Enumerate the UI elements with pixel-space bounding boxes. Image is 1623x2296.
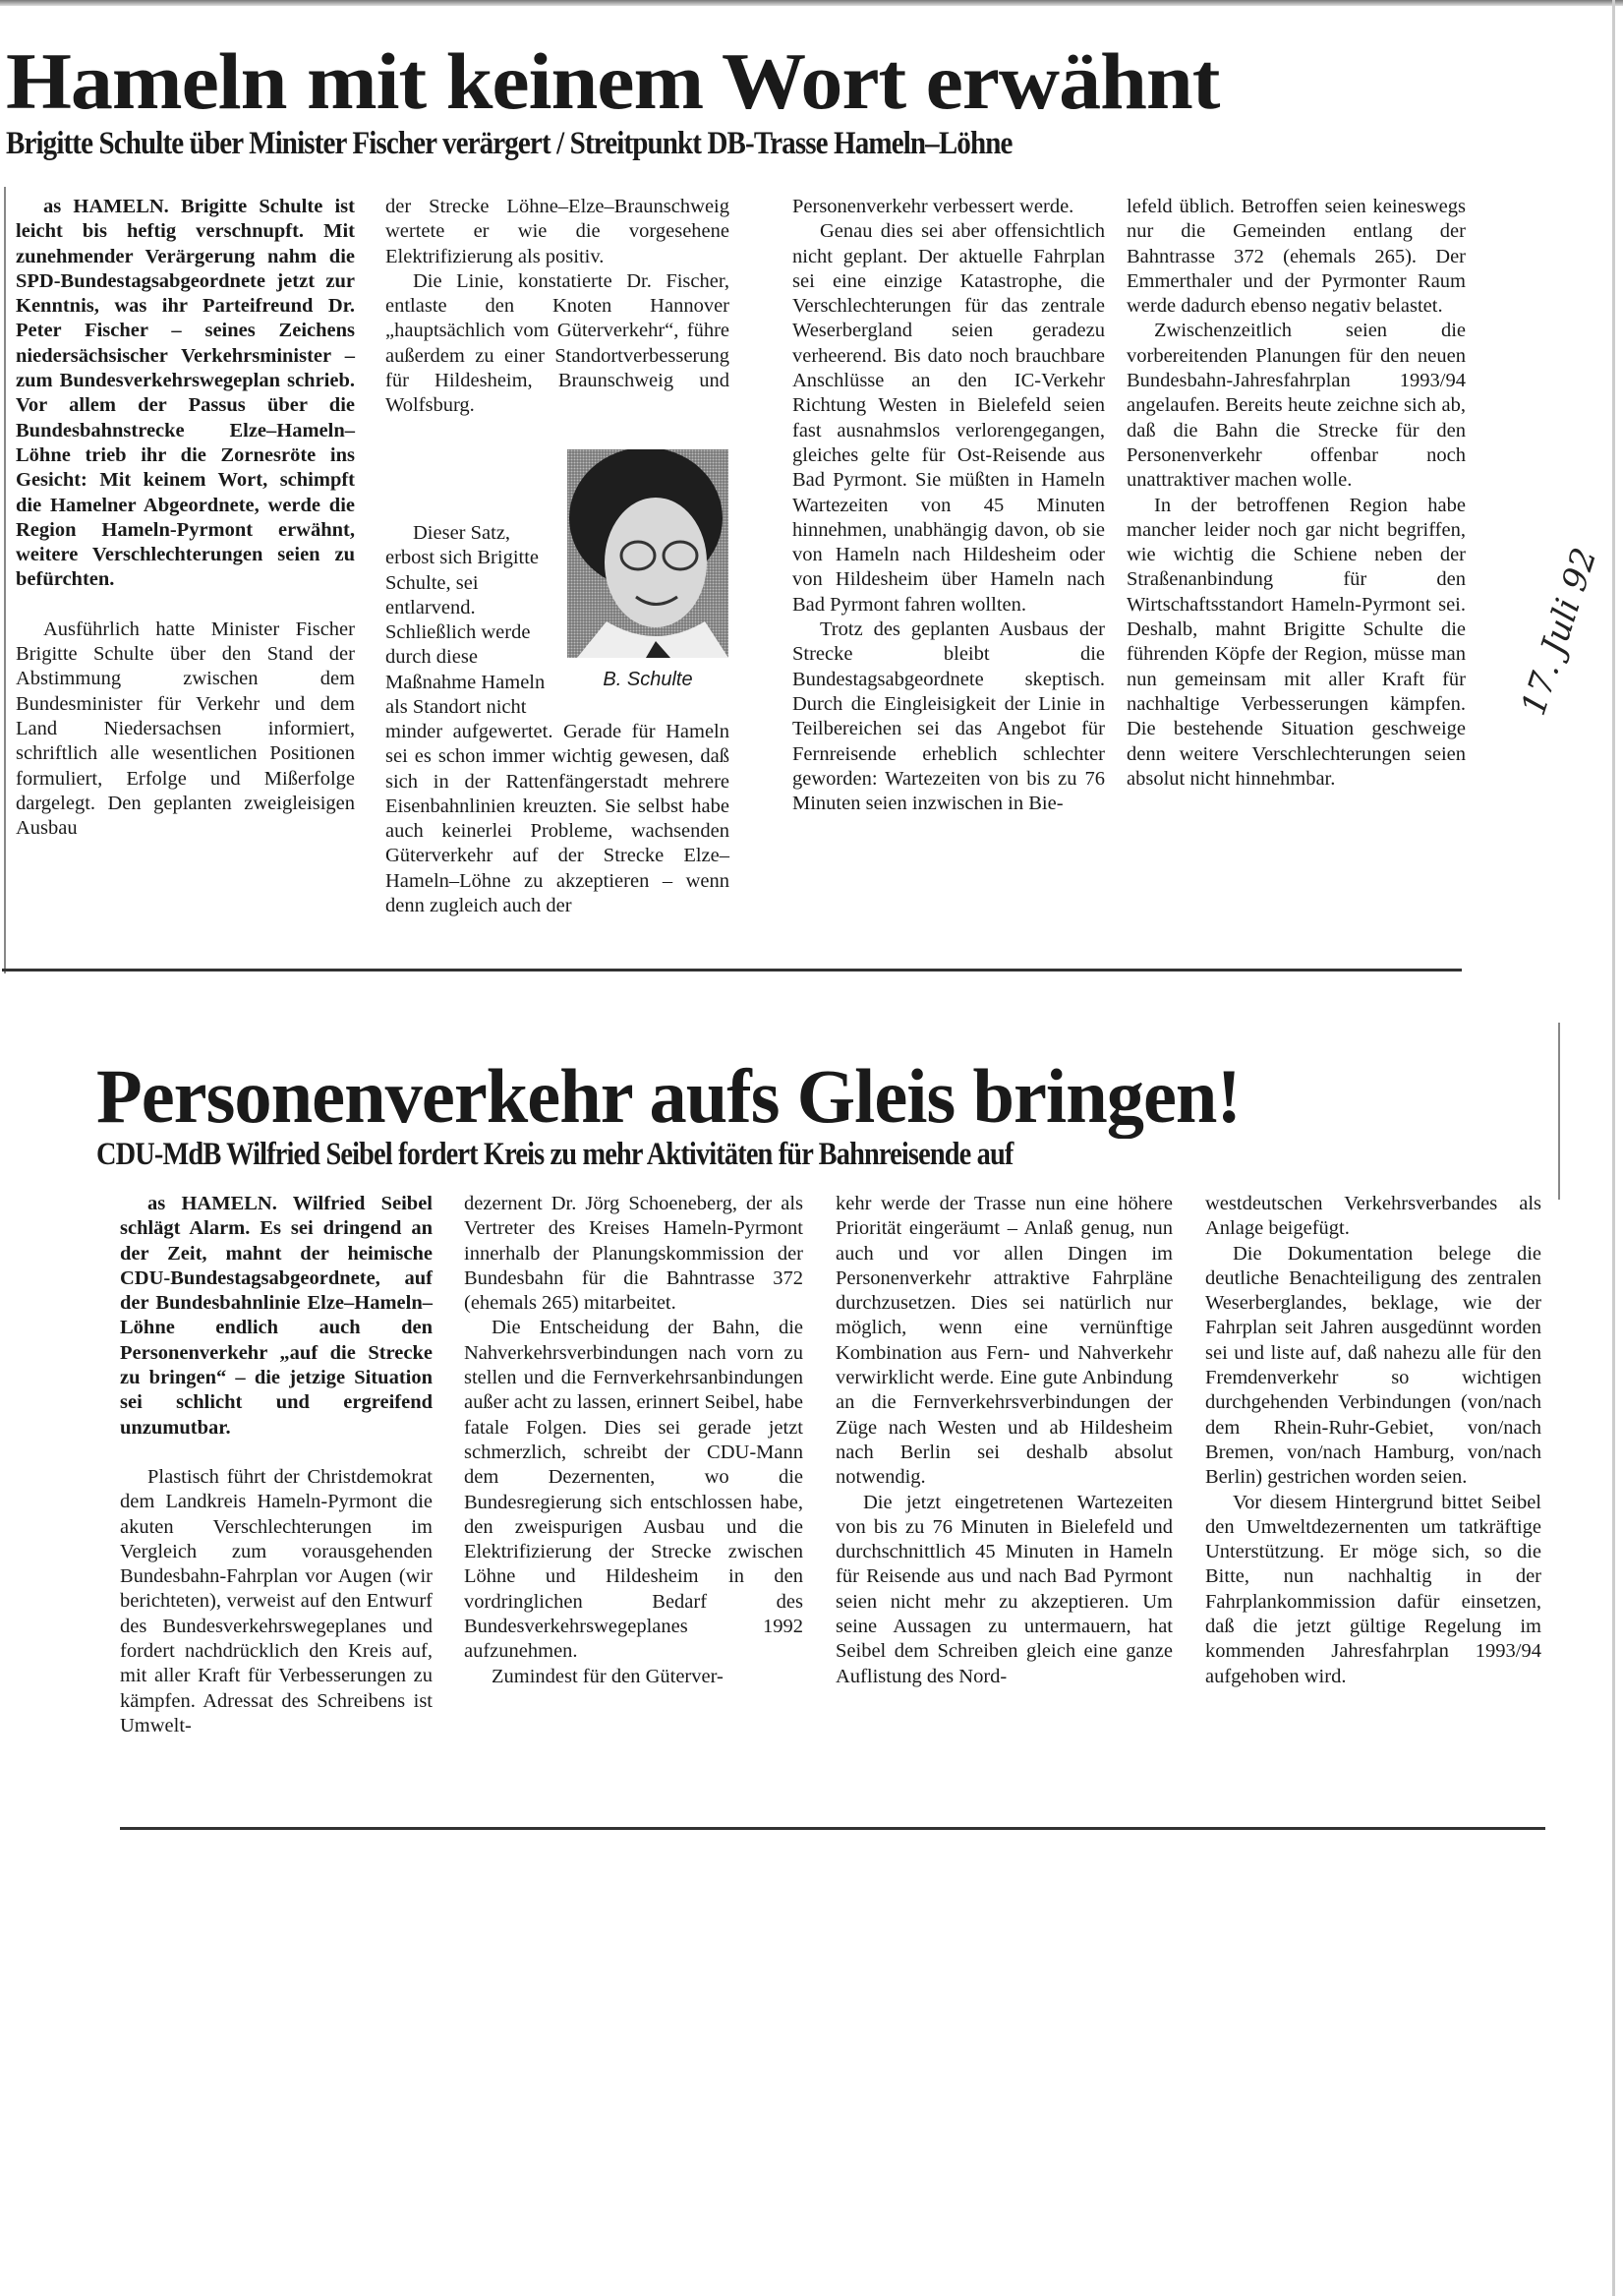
article1-paragraph: In der betroffenen Region habe mancher leider noch gar nicht begriffen, wie wichtig die Schiene neben der Straßenanbindung für den Wirtschaftsstandort Hameln-Pyrmont sei. Deshalb, mahnt Brigitte Schulte die führenden Köpfe der Region, müsse man nun gemeinsam mit aller Kraft für nachhaltige Verbesserungen kämpfen. Die bestehende Situation geschweige denn weitere Verschlechterungen seien absolut nicht hinnehmbar. — [1127, 494, 1466, 790]
article2-paragraph: Vor diesem Hintergrund bittet Seibel den Umweltdezernenten um tatkräftige Unterstützung. Er möge sich, so die Bitte, nun nachhaltig in der Fahrplankommission dafür einsetzen, daß die jetzt gültige Regelung im kommenden Jahresfahrplan 1993/94 aufgehoben wird. — [1205, 1491, 1541, 1687]
article1-paragraph: Personenverkehr verbessert werde. — [792, 196, 1074, 217]
article1-paragraph: der Strecke Löhne–Elze–Braunschweig wertete er wie die vorgesehene Elektrifizierung als positiv. — [385, 196, 729, 267]
article2-paragraph: Zumindest für den Güterver- — [492, 1665, 724, 1687]
article2-headline: Personenverkehr aufs Gleis bringen! — [96, 1053, 1241, 1139]
photo-caption: B. Schulte — [603, 669, 693, 690]
article1-column-3 — [792, 195, 1105, 816]
article2-paragraph: Die jetzt eingetretenen Wartezeiten von bis zu 76 Minuten in Bielefeld und durchschnittlich 45 Minuten in Hameln für Reisende aus und nach Bad Pyrmont seien nicht mehr zu akzeptieren. Um seine Aussagen zu untermauern, hat Seibel dem Schreiben gleich eine ganze Auflistung des Nord- — [836, 1491, 1173, 1687]
article2-lead: as HAMELN. Wilfried Seibel schlägt Alarm. Es sei dringend an der Zeit, mahnt der heimische CDU-Bundestagsabgeordnete, auf der Bundesbahnlinie Elze–Hameln–Löhne endlich auch den Personenverkehr „auf die Strecke zu bringen“ – die jetzige Situation sei schlicht und ergreifend unzumutbar. — [120, 1193, 433, 1439]
article2-bottom-rule — [120, 1827, 1545, 1830]
article1-paragraph: Ausführlich hatte Minister Fischer Brigitte Schulte über den Stand der Abstimmung zwischen dem Bundesminister für Verkehr und dem Land Niedersachsen informiert, schriftlich alle wesentlichen Positionen formuliert, Erfolge und Mißerfolge dargelegt. Den geplanten zweigleisigen Ausbau — [16, 618, 355, 840]
scan-right-edge — [1612, 0, 1615, 2296]
article2-paragraph: Plastisch führt der Christdemokrat dem Landkreis Hameln-Pyrmont die akuten Verschlechterungen im Vergleich zum vorausgehenden Bundesbahn-Fahrplan vor Augen (wir berichteten), verweist auf den Entwurf des Bundesverkehrswegeplanes und fordert nachdrücklich den Kreis auf, mit aller Kraft für Verbesserungen zu kämpfen. Adressat des Schreibens ist Umwelt- — [120, 1465, 433, 1737]
scan-top-edge — [0, 0, 1623, 6]
article2-paragraph: kehr werde der Trasse nun eine höhere Priorität eingeräumt – Anlaß genug, nun auch und vor allen Dingen im Personenverkehr attraktive Fahrpläne durchzusetzen. Dies sei natürlich nur möglich, wenn eine vernünftige Kombination aus Fern- und Nahverkehr verwirklicht werde. Eine gute Anbindung an die Fernverkehrsverbindungen der Züge nach Westen und ab Hildesheim nach Berlin sei deshalb absolut notwendig. — [836, 1193, 1173, 1489]
article1-column-4 — [1127, 195, 1466, 792]
right-margin-line — [1558, 1023, 1560, 1200]
article1-lead: as HAMELN. Brigitte Schulte ist leicht bis heftig verschnupft. Mit zunehmender Verärgerung nahm die SPD-Bundestagsabgeordnete jetzt zur Kenntnis, was ihr Parteifreund Dr. Peter Fischer – seines Zeichens niedersächsischer Verkehrsminister – zum Bundesverkehrswegeplan schrieb. Vor allem der Passus über die Bundesbahnstrecke Elze–Hameln–Löhne trieb ihr die Zornesröte ins Gesicht: Mit keinem Wort, schimpft die Hamelner Abgeordnete, werde die Region Hameln-Pyrmont erwähnt, weitere Verschlechterungen seien zu befürchten. — [16, 196, 355, 591]
article1-subheadline: Brigitte Schulte über Minister Fischer verärgert / Streitpunkt DB-Trasse Hameln–Löhne — [6, 126, 1013, 161]
article2-paragraph: dezernent Dr. Jörg Schoeneberg, der als Vertreter des Kreises Hameln-Pyrmont innerhalb der Planungskommission der Bundesbahn für die Bahntrasse 372 (ehemals 265) mitarbeitet. — [464, 1193, 803, 1315]
article1-column-2 — [385, 195, 729, 419]
article1-paragraph: Genau dies sei aber offensichtlich nicht geplant. Der aktuelle Fahrplan sei eine einzige Katastrophe, die Verschlechterungen für das zentrale Weserbergland seien geradezu verheerend. Bis dato noch brauchbare Anschlüsse an den IC-Verkehr Richtung Westen in Bielefeld seien fast ausnahmslos verlorengegangen, gleiches gelte für Ost-Reisende aus Bad Pyrmont. Sie müßten in Hameln Wartezeiten von 45 Minuten hinnehmen, unabhängig davon, ob sie von Hameln nach Hildesheim oder von Hildesheim über Hameln nach Bad Pyrmont fahren wollten. — [792, 220, 1105, 616]
article1-column-2-bottom — [385, 720, 729, 918]
article1-paragraph: Trotz des geplanten Ausbaus der Strecke bleibt die Bundestagsabgeordnete skeptisch. Durch die Eingleisigkeit der Linie in Teilbereichen sei das Angebot für Fernreisende erheblich schlechter geworden: Wartezeiten von bis zu 76 Minuten seien inzwischen in Bie- — [792, 618, 1105, 815]
article2-paragraph: Die Entscheidung der Bahn, die Nahverkehrsverbindungen nach vorn zu stellen und die Fernverkehrsanbindungen außer acht zu lassen, erinnert Seibel, habe fatale Folgen. Dies sei gerade jetzt schmerzlich, schreibt der CDU-Mann dem Dezernenten, wo die Bundesregierung sich entschlossen habe, den zweispurigen Ausbau und die Elektrifizierung der Strecke zwischen Löhne und Hildesheim in den vordringlichen Bedarf des Bundesverkehrswegeplanes 1992 aufzunehmen. — [464, 1317, 803, 1663]
article1-paragraph: Dieser Satz, erbost sich Brigitte Schulte, sei entlarvend. Schließlich werde durch diese Maßnahme Hameln als Standort nicht — [385, 522, 546, 719]
article2-paragraph: westdeutschen Verkehrsverbandes als Anlage beigefügt. — [1205, 1193, 1541, 1240]
article1-paragraph: minder aufgewertet. Gerade für Hameln sei es schon immer wichtig gewesen, daß sich in der Rattenfängerstadt mehrere Eisenbahnlinien kreuzten. Sie selbst habe auch keinerlei Probleme, wachsenden Güterverkehr auf der Strecke Elze–Hameln–Löhne zu akzeptieren – wenn denn zugleich auch der — [385, 721, 729, 917]
left-margin-line — [4, 187, 6, 973]
article2-subheadline: CDU-MdB Wilfried Seibel fordert Kreis zu mehr Aktivitäten für Bahnreisende auf — [96, 1137, 1014, 1172]
article2-column-2 — [464, 1192, 803, 1689]
article1-column-1 — [16, 195, 355, 841]
portrait-photo-image — [567, 449, 728, 658]
article2-column-4 — [1205, 1192, 1541, 1689]
article1-paragraph: lefeld üblich. Betroffen seien keineswegs nur die Gemeinden entlang der Bahntrasse 372 (ehemals 265). Der Emmerthaler und der Pyrmonter Raum werde dadurch ebenso negativ belastet. — [1127, 196, 1466, 318]
article1-paragraph: Die Linie, konstatierte Dr. Fischer, entlaste den Knoten Hannover „hauptsächlich vom Güterverkehr“, führe außerdem zu einer Standortverbesserung für Hildesheim, Braunschweig und Wolfsburg. — [385, 269, 729, 417]
article1-column-2-wrap — [385, 521, 554, 720]
article2-column-3 — [836, 1192, 1173, 1689]
article1-paragraph: Zwischenzeitlich seien die vorbereitenden Planungen für den neuen Bundesbahn-Jahresfahrplan 1993/94 angelaufen. Bereits heute zeichne sich ab, daß die Bahn die Strecke für den Personenverkehr offenbar noch unattraktiver machen wolle. — [1127, 320, 1466, 492]
handwritten-date-note: 17. Juli 92 — [1514, 543, 1605, 721]
article1-headline: Hameln mit keinem Wort erwähnt — [6, 36, 1220, 126]
article1-bottom-rule — [2, 969, 1462, 971]
article2-paragraph: Die Dokumentation belege die deutliche Benachteiligung des zentralen Weserberglandes, beklage, wie der Fahrplan seit Jahren ausgedünnt worden sei und liste auf, daß nahezu alle für den Fremdenverkehr so wichtigen durchgehenden Verbindungen (von/nach dem Rhein-Ruhr-Gebiet, von/nach Bremen, von/nach Hamburg, von/nach Berlin) gestrichen worden seien. — [1205, 1242, 1541, 1489]
article2-column-1 — [120, 1192, 433, 1738]
portrait-photo — [567, 449, 728, 658]
